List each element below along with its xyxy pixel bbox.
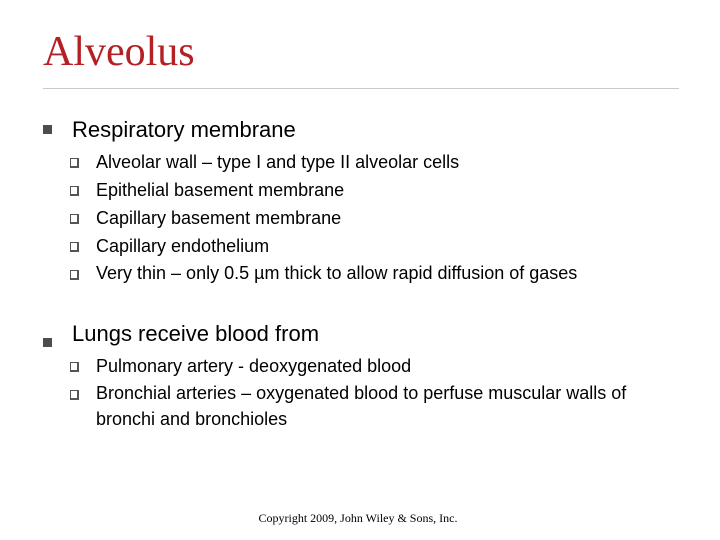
- list-item: [96, 352, 686, 380]
- list-item: [96, 232, 686, 260]
- hollow-square-bullet-icon: [70, 270, 79, 280]
- list-item-text: Pulmonary artery - deoxygenated blood: [96, 356, 412, 376]
- list-item: [96, 204, 686, 232]
- title-divider: [43, 88, 679, 89]
- list-item-text: Epithelial basement membrane: [96, 180, 345, 200]
- list-item: [96, 148, 686, 176]
- list-item: [96, 260, 686, 286]
- list-item-text: Capillary endothelium: [96, 236, 270, 256]
- list-item-text: Bronchial arteries – oxygenated blood to perfuse muscular walls of bronchi and bronchioles: [96, 383, 627, 429]
- hollow-square-bullet-icon: [70, 214, 79, 224]
- list-item: [96, 380, 686, 432]
- section-heading-lungs-blood-supply: Lungs receive blood from: [72, 321, 320, 346]
- list-item-text: Very thin – only 0.5 µm thick to allow rapid diffusion of gases: [96, 263, 578, 283]
- square-bullet-icon: [43, 125, 52, 134]
- hollow-square-bullet-icon: [70, 186, 79, 196]
- list-item-text: Alveolar wall – type I and type II alveolar cells: [96, 152, 460, 172]
- hollow-square-bullet-icon: [70, 390, 79, 400]
- respiratory-membrane-list: [96, 148, 686, 286]
- list-item-text: Capillary basement membrane: [96, 208, 342, 228]
- copyright-footer: Copyright 2009, John Wiley & Sons, Inc.: [258, 511, 458, 525]
- hollow-square-bullet-icon: [70, 242, 79, 252]
- section-heading-respiratory-membrane: Respiratory membrane: [72, 117, 296, 142]
- list-item: [96, 176, 686, 204]
- hollow-square-bullet-icon: [70, 362, 79, 372]
- slide-title: Alveolus: [43, 29, 195, 75]
- lungs-blood-supply-list: [96, 352, 686, 432]
- square-bullet-icon: [43, 338, 52, 347]
- hollow-square-bullet-icon: [70, 158, 79, 168]
